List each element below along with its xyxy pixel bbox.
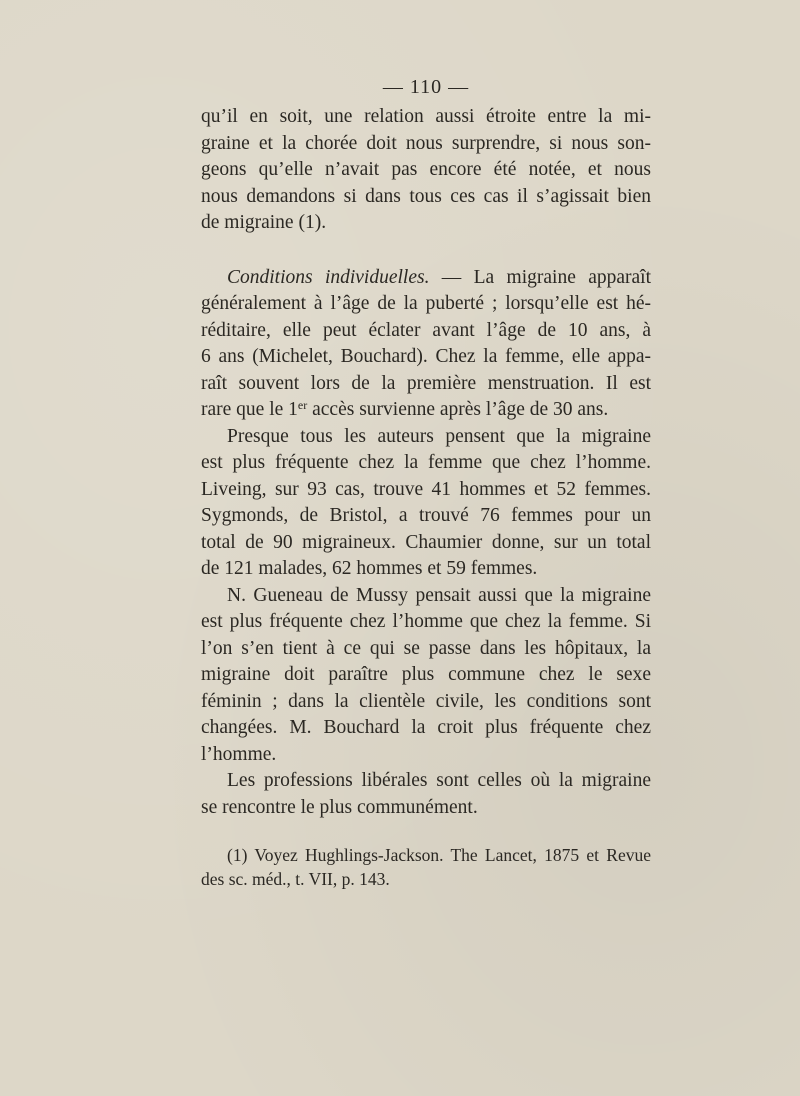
text-line: N. Gueneau de Mussy pensait aussi que la migraine bbox=[227, 584, 651, 606]
text-line: raît souvent lors de la première menstruation. Il est bbox=[201, 372, 651, 394]
text-line: l’homme. bbox=[201, 743, 277, 765]
text-fragment: accès survienne après l’âge de 30 ans. bbox=[307, 399, 609, 420]
text-line: féminin ; dans la clientèle civile, les conditions sont bbox=[201, 690, 651, 712]
footnote-gap bbox=[201, 821, 651, 843]
text-line: Les professions libérales sont celles où la migraine bbox=[227, 770, 651, 791]
text-line: se rencontre le plus communément. bbox=[201, 796, 478, 818]
text-line: réditaire, elle peut éclater avant l’âge de 10 ans, à bbox=[201, 319, 651, 341]
superscript: er bbox=[297, 398, 308, 412]
text-line: 6 ans (Michelet, Bouchard). Chez la femme, elle appa- bbox=[201, 346, 651, 367]
page-text bbox=[201, 70, 651, 891]
text-fragment: rare que le 1 bbox=[201, 399, 298, 420]
text-line: Sygmonds, de Bristol, a trouvé 76 femmes pour un bbox=[201, 505, 651, 526]
text-line: Liveing, sur 93 cas, trouve 41 hommes et 52 femmes. bbox=[201, 478, 651, 500]
footnote bbox=[201, 843, 651, 891]
text-line: de 121 malades, 62 hommes et 59 femmes. bbox=[201, 558, 538, 579]
text-line: total de 90 migraineux. Chaumier donne, sur un total bbox=[201, 531, 651, 553]
text-line: est plus fréquente chez l’homme que chez la femme. Si bbox=[201, 611, 651, 632]
paragraph-4 bbox=[201, 583, 651, 769]
text-line: Presque tous les auteurs pensent que la migraine bbox=[227, 425, 651, 447]
text-line: généralement à l’âge de la puberté ; lorsqu’elle est hé- bbox=[201, 293, 651, 314]
text-line: graine et la chorée doit nous surprendre, si nous son- bbox=[201, 132, 651, 154]
text-line: l’on s’en tient à ce qui se passe dans les hôpitaux, la bbox=[201, 637, 651, 659]
heading-continuation: — La migraine apparaît bbox=[429, 266, 651, 288]
paragraph-2 bbox=[201, 265, 651, 424]
text-line: qu’il en soit, une relation aussi étroite entre la mi- bbox=[201, 106, 651, 127]
text-line: de migraine (1). bbox=[201, 212, 327, 233]
text-line: migraine doit paraître plus commune chez le sexe bbox=[201, 664, 651, 685]
paragraph-1 bbox=[201, 104, 651, 237]
footnote-line: des sc. méd., t. VII, p. 143. bbox=[201, 869, 390, 889]
text-line: nous demandons si dans tous ces cas il s’agissait bien bbox=[201, 185, 651, 207]
paragraph-gap bbox=[201, 237, 651, 265]
text-line: est plus fréquente chez la femme que chez l’homme. bbox=[201, 452, 651, 473]
paragraph-3 bbox=[201, 424, 651, 583]
footnote-line: (1) Voyez Hughlings-Jackson. The Lancet, 1875 et Revue bbox=[227, 845, 651, 865]
page-number: — 110 — bbox=[382, 76, 470, 98]
text-line: geons qu’elle n’avait pas encore été notée, et nous bbox=[201, 159, 651, 180]
text-line bbox=[201, 397, 651, 424]
text-line bbox=[201, 265, 651, 292]
paragraph-5 bbox=[201, 768, 651, 821]
section-heading: Conditions individuelles. bbox=[227, 266, 430, 288]
text-line: changées. M. Bouchard la croit plus fréquente chez bbox=[201, 717, 651, 738]
